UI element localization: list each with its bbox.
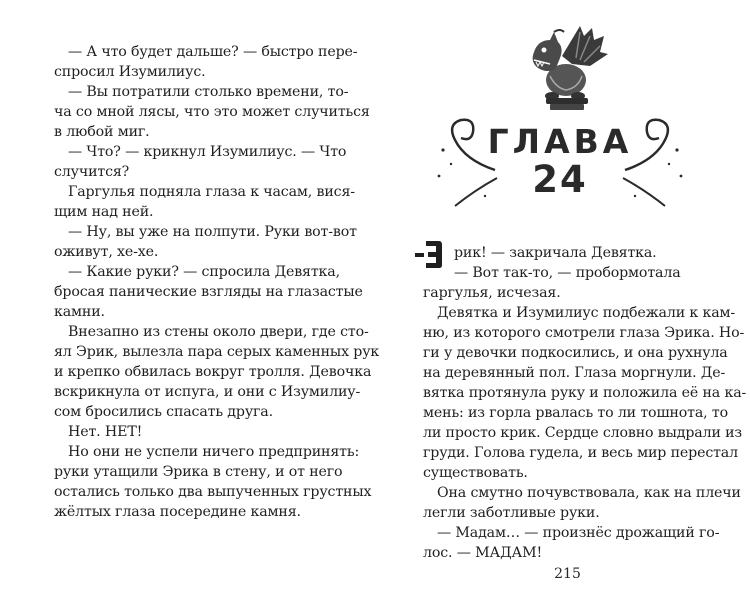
text-line: вятка протянула руку и положила её на ка- xyxy=(423,385,747,401)
right-page xyxy=(375,0,750,600)
text-line: Внезапно из стены около двери, где сто- xyxy=(68,324,369,340)
text-line: — Что? — крикнул Изумилиус. — Что xyxy=(68,144,347,160)
text-line: гаргулья, исчезая. xyxy=(423,285,561,301)
text-line: Она смутно почувствовала, как на плечи xyxy=(437,485,741,501)
text-line: существовать. xyxy=(423,465,528,481)
text-line: лос. — МАДАМ! xyxy=(423,545,543,561)
text-line: Нет. НЕТ! xyxy=(68,424,143,440)
text-line: щим над ней. xyxy=(54,204,154,220)
text-line: сом бросились спасать друга. xyxy=(54,404,273,420)
text-line: ли просто крик. Сердце словно выдрали из xyxy=(423,425,743,441)
text-line: — Ну, вы уже на полпути. Руки вот-вот xyxy=(68,224,357,240)
text-line: Девятка и Изумилиус подбежали к кам- xyxy=(437,305,736,321)
text-line: бросая панические взгляды на глазастые xyxy=(54,284,363,300)
text-line: — Мадам… — произнёс дрожащий го- xyxy=(437,525,720,541)
text-line: жёлтых глаза посередине камня. xyxy=(54,504,301,520)
text-line: камни. xyxy=(54,304,105,320)
text-line: рик! — закричала Девятка. xyxy=(454,245,657,261)
text-line: мень: из горла рвалась то ли тошнота, то xyxy=(423,405,728,421)
text-line: на деревянный пол. Глаза моргнули. Де- xyxy=(423,365,726,381)
text-line: оживут, хе-хе. xyxy=(54,244,159,260)
chapter-word: ГЛАВА xyxy=(487,122,633,161)
text-line: Гаргулья подняла глаза к часам, вися- xyxy=(68,184,355,200)
text-line: — А что будет дальше? — быстро пере- xyxy=(68,44,358,60)
text-line: — Какие руки? — спросила Девятка, xyxy=(68,264,340,280)
text-line: спросил Изумилиус. xyxy=(54,64,206,80)
text-line: в любой миг. xyxy=(54,124,150,140)
text-line: остались только два выпученных грустных xyxy=(54,484,372,500)
text-line: — Вы потратили столько времени, то- xyxy=(68,84,349,100)
text-line: ял Эрик, вылезла пара серых каменных рук xyxy=(54,344,380,360)
chapter-emblem xyxy=(425,18,695,208)
text-line: ги у девочки подкосились, и она рухнула xyxy=(423,345,728,361)
text-line: вскрикнула от испуга, и они с Изумилиу- xyxy=(54,384,361,400)
gargoyle-icon xyxy=(520,18,610,113)
text-line: — Вот так-то, — пробормотала xyxy=(454,265,681,281)
page-number: 215 xyxy=(554,566,581,582)
text-line: руки утащили Эрика в стену, и от него xyxy=(54,464,343,480)
text-line: и крепко обвилась вокруг тролля. Девочка xyxy=(54,364,372,380)
text-line: Но они не успели ничего предпринять: xyxy=(68,444,360,460)
text-line: ню, из которого смотрели глаза Эрика. Но- xyxy=(423,325,745,341)
text-line: случится? xyxy=(54,164,130,180)
chapter-number: 24 xyxy=(532,158,588,201)
text-line: легли заботливые руки. xyxy=(423,505,600,521)
text-line: ча со мной лясы, что это может случиться xyxy=(54,104,370,120)
text-line: груди. Голова гудела, и весь мир перестал xyxy=(423,445,738,461)
